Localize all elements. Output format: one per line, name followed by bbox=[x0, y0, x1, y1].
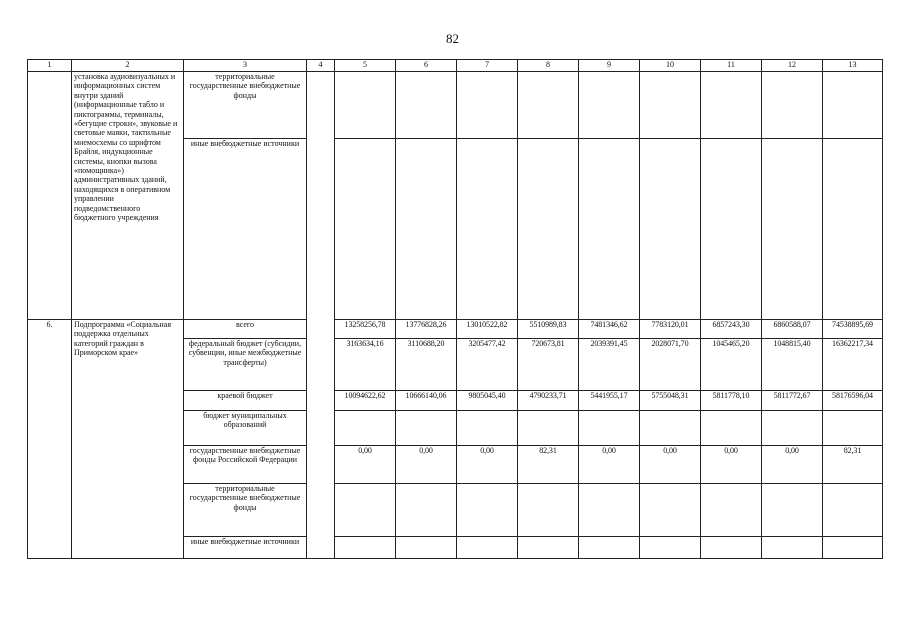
value-cell bbox=[701, 484, 762, 537]
value-cell: 7783120,01 bbox=[640, 320, 701, 339]
value-cell: 0,00 bbox=[640, 446, 701, 484]
value-cell bbox=[823, 537, 883, 559]
funding-source: всего bbox=[184, 320, 307, 339]
value-cell: 1045465,20 bbox=[701, 339, 762, 391]
value-cell bbox=[823, 484, 883, 537]
value-cell: 7481346,62 bbox=[579, 320, 640, 339]
funding-source: бюджет муниципальных образований bbox=[184, 411, 307, 446]
value-cell bbox=[335, 537, 396, 559]
header-cell: 6 bbox=[396, 60, 457, 72]
funding-source: территориальные государственные внебюджетные фонды bbox=[184, 72, 307, 139]
header-cell: 13 bbox=[823, 60, 883, 72]
value-cell bbox=[579, 484, 640, 537]
value-cell: 0,00 bbox=[457, 446, 518, 484]
subprogram-title: Подпрограмма «Социальная поддержка отдельных категорий граждан в Приморском крае» bbox=[72, 320, 184, 559]
value-cell: 10094622,62 bbox=[335, 391, 396, 411]
value-cell: 13776828,26 bbox=[396, 320, 457, 339]
value-cell: 5510989,83 bbox=[518, 320, 579, 339]
value-cell bbox=[457, 537, 518, 559]
value-cell bbox=[640, 411, 701, 446]
value-cell bbox=[579, 537, 640, 559]
column-4-cell bbox=[307, 72, 335, 559]
value-cell: 5811778,10 bbox=[701, 391, 762, 411]
header-cell: 3 bbox=[184, 60, 307, 72]
row-number: 6. bbox=[28, 320, 72, 559]
value-cell: 0,00 bbox=[701, 446, 762, 484]
value-cell: 2039391,45 bbox=[579, 339, 640, 391]
value-cell: 720673,81 bbox=[518, 339, 579, 391]
value-cell: 6860588,07 bbox=[762, 320, 823, 339]
value-cell: 1048815,40 bbox=[762, 339, 823, 391]
value-cell: 13258256,78 bbox=[335, 320, 396, 339]
value-cell bbox=[762, 411, 823, 446]
value-cell: 2028071,70 bbox=[640, 339, 701, 391]
value-cell bbox=[762, 484, 823, 537]
header-cell: 9 bbox=[579, 60, 640, 72]
value-cell bbox=[640, 484, 701, 537]
value-cell bbox=[396, 411, 457, 446]
page-number: 82 bbox=[446, 31, 459, 46]
header-cell: 2 bbox=[72, 60, 184, 72]
value-cell bbox=[518, 411, 579, 446]
value-cell: 0,00 bbox=[762, 446, 823, 484]
header-cell: 10 bbox=[640, 60, 701, 72]
value-cell bbox=[396, 537, 457, 559]
funding-source: государственные внебюджетные фонды Российской Федерации bbox=[184, 446, 307, 484]
funding-source: краевой бюджет bbox=[184, 391, 307, 411]
value-cell: 16362217,34 bbox=[823, 339, 883, 391]
funding-source: иные внебюджетные источники bbox=[184, 139, 307, 320]
value-cell: 6857243,30 bbox=[701, 320, 762, 339]
funding-source: иные внебюджетные источники bbox=[184, 537, 307, 559]
table-row bbox=[28, 320, 883, 339]
value-cell bbox=[579, 411, 640, 446]
value-cell: 3163634,16 bbox=[335, 339, 396, 391]
row-number-cell bbox=[28, 72, 72, 320]
value-cell bbox=[518, 484, 579, 537]
value-cell: 82,31 bbox=[823, 446, 883, 484]
value-cell: 13010522,82 bbox=[457, 320, 518, 339]
value-cell: 3110688,20 bbox=[396, 339, 457, 391]
value-cell: 4790233,71 bbox=[518, 391, 579, 411]
table-row bbox=[28, 72, 883, 139]
header-cell: 8 bbox=[518, 60, 579, 72]
value-cell bbox=[335, 411, 396, 446]
value-cell bbox=[640, 537, 701, 559]
value-cell: 82,31 bbox=[518, 446, 579, 484]
value-cell: 0,00 bbox=[335, 446, 396, 484]
value-cell: 5811772,67 bbox=[762, 391, 823, 411]
value-cell bbox=[518, 537, 579, 559]
value-cell: 0,00 bbox=[396, 446, 457, 484]
value-cell: 58176596,04 bbox=[823, 391, 883, 411]
event-description: установка аудиовизуальных и информационных систем внутри зданий (информационные табло и пиктограммы, терминалы, «бегущие строки», звуковые и световые маяки, тактильные мнемосхемы со шрифтом Брайля, индукционные системы, кнопки вызова «помощника») административных зданий, находящихся в оперативном управлении подведомственного бюджетного учреждения bbox=[72, 72, 184, 320]
header-cell: 11 bbox=[701, 60, 762, 72]
value-cell: 3205477,42 bbox=[457, 339, 518, 391]
header-row bbox=[28, 60, 883, 72]
header-cell: 4 bbox=[307, 60, 335, 72]
value-cell: 5755048,31 bbox=[640, 391, 701, 411]
header-cell: 5 bbox=[335, 60, 396, 72]
header-cell: 1 bbox=[28, 60, 72, 72]
value-cell bbox=[335, 484, 396, 537]
value-cell bbox=[457, 484, 518, 537]
value-cell bbox=[762, 537, 823, 559]
funding-source: федеральный бюджет (субсидии, субвенции, иные межбюджетные трансферты) bbox=[184, 339, 307, 391]
value-cell bbox=[457, 411, 518, 446]
value-cell: 74538895,69 bbox=[823, 320, 883, 339]
value-cell: 5441955,17 bbox=[579, 391, 640, 411]
header-cell: 7 bbox=[457, 60, 518, 72]
budget-table bbox=[27, 59, 883, 559]
value-cell: 0,00 bbox=[579, 446, 640, 484]
header-cell: 12 bbox=[762, 60, 823, 72]
value-cell bbox=[701, 411, 762, 446]
value-cell bbox=[701, 537, 762, 559]
value-cell: 10666140,06 bbox=[396, 391, 457, 411]
value-cell bbox=[823, 411, 883, 446]
value-cell bbox=[396, 484, 457, 537]
funding-source: территориальные государственные внебюджетные фонды bbox=[184, 484, 307, 537]
value-cell: 9805045,40 bbox=[457, 391, 518, 411]
